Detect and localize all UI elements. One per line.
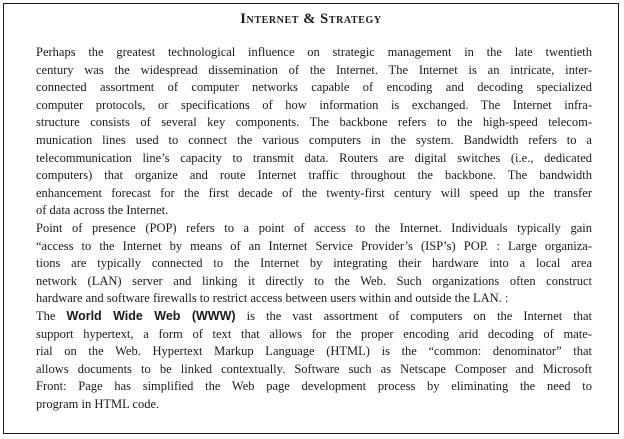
text-line: computers) that organize and route Internet traffic throughout the backbone. The bandwidth <box>36 168 592 183</box>
text-line: hardware and software firewalls to restrict access between users within and outside the LAN. : <box>36 291 509 306</box>
text-box <box>3 3 619 434</box>
text-line: allows documents to be linked contextually. Software such as Netscape Composer and Microsoft <box>36 361 592 376</box>
box-title: Internet & Strategy <box>240 11 382 27</box>
text-line: computer protocols, or specifications of how information is exchanged. The Internet infra- <box>36 97 592 112</box>
text-line: telecommunication line’s capacity to transmit data. Routers are digital switches (i.e., dedicated <box>36 150 592 165</box>
paragraph-pop <box>36 220 592 308</box>
text-line: support hypertext, a form of text that allows for the proper encoding arid decoding of mate- <box>36 326 592 341</box>
www-term: World Wide Web (WWW) <box>66 308 236 323</box>
text-line: Perhaps the greatest technological influence on strategic management in the late twentieth <box>36 45 592 59</box>
text-line: enhancement forecast for the first decade of the twenty-first century will speed up the transfer <box>36 185 592 200</box>
text-line: program in HTML code. <box>36 396 160 411</box>
line-rest: is the vast assortment of computers on the Internet that <box>235 308 593 323</box>
text-line: Front: Page has simplified the Web page development process by eliminating the need to <box>36 379 592 394</box>
text-line: connected assortment of computer networks capable of encoding and decoding specialized <box>36 80 592 95</box>
text-line: century was the widespread dissemination of the Internet. The Internet is an intricate, inter- <box>36 62 592 77</box>
paragraph-www <box>36 308 592 414</box>
text-line: Point of presence (POP) refers to a point of access to the Internet. Individuals typically gain <box>36 220 592 235</box>
text-line: of data across the Internet. <box>36 203 169 218</box>
text-line <box>36 308 592 326</box>
text-line: munication lines used to connect the various computers in the system. Bandwidth refers to a <box>36 132 592 147</box>
text-line: rial on the Web. Hypertext Markup Language (HTML) is the “common: denominator” that <box>36 344 592 359</box>
text-line: “access to the Internet by means of an Internet Service Provider’s (ISP’s) POP. : Large organiza- <box>36 238 592 253</box>
text-line: network (LAN) server and linking it directly to the Web. Such organizations often construct <box>36 273 592 288</box>
paragraph-internet <box>36 44 592 220</box>
text-line: tions are typically connected to the Internet by integrating their hardware into a local area <box>36 256 592 271</box>
body-text <box>36 44 592 413</box>
text-line: structure consists of several key components. The backbone refers to the high-speed telecom- <box>36 115 592 130</box>
line-lead: The <box>36 308 67 323</box>
